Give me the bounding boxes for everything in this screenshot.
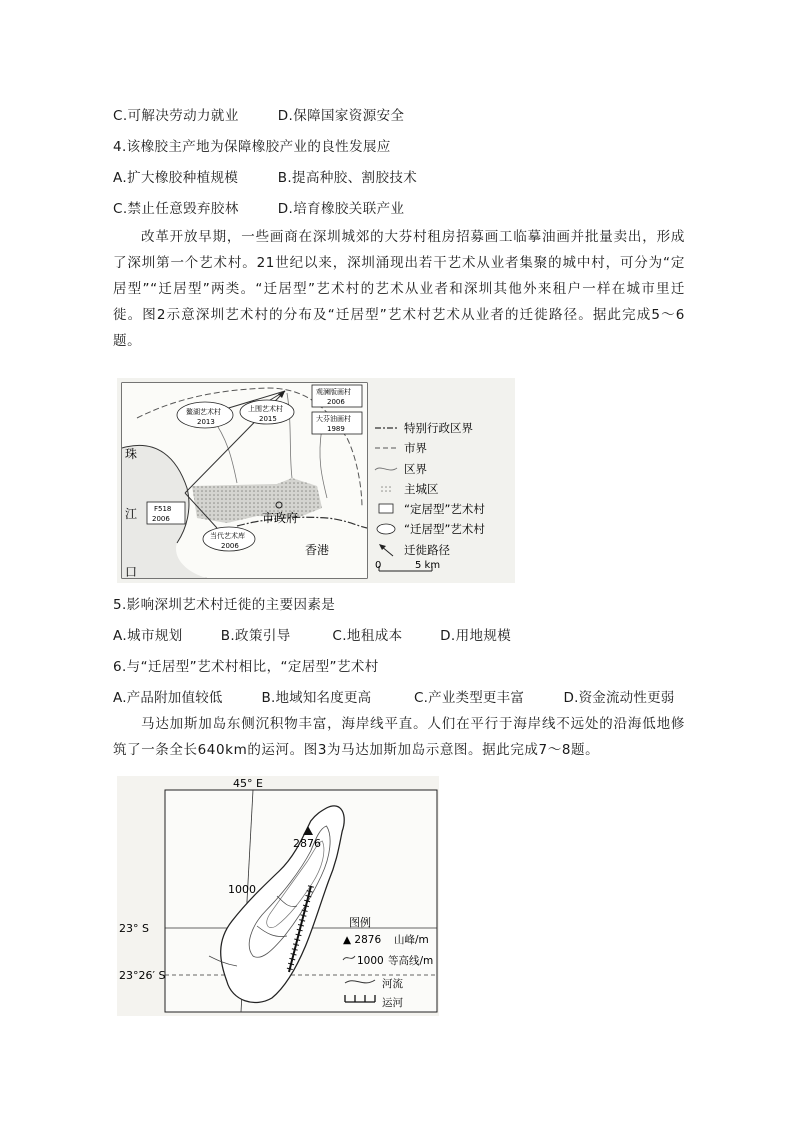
svg-text:市界: 市界 bbox=[404, 441, 427, 455]
river-char-1: 珠 bbox=[125, 447, 138, 461]
peak-label: 2876 bbox=[293, 837, 321, 850]
q6-option-row bbox=[113, 686, 675, 706]
q5-stem: 5.影响深圳艺术村迁徙的主要因素是 bbox=[113, 597, 336, 613]
q5-option-d: D.用地规模 bbox=[440, 628, 512, 644]
latitude-2326-label: 23°26′ S bbox=[119, 969, 166, 982]
svg-text:观澜版画村: 观澜版画村 bbox=[316, 388, 351, 396]
village-aohu bbox=[177, 402, 233, 428]
figure-2-shenzhen-map bbox=[117, 378, 515, 583]
svg-text:2006: 2006 bbox=[152, 515, 170, 523]
svg-text:上围艺术村: 上围艺术村 bbox=[248, 405, 283, 413]
longitude-label: 45° E bbox=[233, 777, 263, 790]
latitude-23-label: 23° S bbox=[119, 922, 149, 935]
svg-text:河流: 河流 bbox=[382, 978, 403, 990]
village-guanlan bbox=[312, 385, 362, 407]
svg-text:“迁居型”艺术村: “迁居型”艺术村 bbox=[404, 522, 485, 536]
figure-3-madagascar-map bbox=[117, 776, 439, 1016]
q5-option-row bbox=[113, 624, 511, 644]
svg-text:图例: 图例 bbox=[349, 916, 371, 929]
svg-text:F518: F518 bbox=[154, 505, 172, 513]
village-dafen bbox=[312, 412, 362, 434]
svg-text:▲ 2876: ▲ 2876 bbox=[343, 934, 382, 946]
passage-shenzhen-art-villages: 改革开放早期，一些画商在深圳城郊的大芬村租房招募画工临摹油画并批量卖出，形成了深圳第一个艺术村。21世纪以来，深圳涌现出若干艺术从业者集聚的城中村，可分为“定居型”“迁居型”两类。“迁居型”艺术村的艺术从业者和深圳其他外来租户一样在城市里迁徙。图2示意深圳艺术村的分布及“迁居型”艺术村艺术从业者的迁徙路径。据此完成5～6题。 bbox=[113, 229, 685, 349]
q4-option-a: A.扩大橡胶种植规模 bbox=[113, 170, 239, 186]
q6-option-b: B.地域知名度更高 bbox=[261, 690, 372, 706]
svg-text:2015: 2015 bbox=[259, 415, 277, 423]
svg-text:迁徙路径: 迁徙路径 bbox=[404, 543, 450, 557]
q4-stem: 4.该橡胶主产地为保障橡胶产业的良性发展应 bbox=[113, 139, 391, 155]
svg-text:大芬油画村: 大芬油画村 bbox=[316, 415, 351, 423]
river-char-3: 口 bbox=[125, 565, 138, 579]
svg-text:1000: 1000 bbox=[357, 955, 384, 967]
city-government-label: 市政府 bbox=[262, 511, 299, 525]
q4-option-row-1 bbox=[113, 166, 417, 186]
svg-text:山峰/m: 山峰/m bbox=[394, 934, 429, 946]
contour-label: 1000 bbox=[228, 883, 256, 896]
svg-text:主城区: 主城区 bbox=[404, 482, 439, 496]
q4-option-c: C.禁止任意毁弃胶林 bbox=[113, 201, 239, 217]
hongkong-label: 香港 bbox=[305, 543, 330, 557]
village-f518 bbox=[147, 502, 185, 524]
svg-text:特别行政区界: 特别行政区界 bbox=[404, 421, 473, 435]
village-shangwei bbox=[240, 400, 294, 424]
q6-option-d: D.资金流动性更弱 bbox=[563, 690, 675, 706]
svg-text:区界: 区界 bbox=[404, 462, 427, 476]
q4-option-d: D.培育橡胶关联产业 bbox=[277, 201, 405, 217]
svg-text:0: 0 bbox=[375, 560, 382, 571]
svg-text:1989: 1989 bbox=[327, 425, 345, 433]
q5-option-a: A.城市规划 bbox=[113, 628, 183, 644]
q5-option-c: C.地租成本 bbox=[332, 628, 403, 644]
q6-stem: 6.与“迁居型”艺术村相比，“定居型”艺术村 bbox=[113, 659, 379, 675]
q4-option-row-2 bbox=[113, 197, 404, 217]
svg-text:2006: 2006 bbox=[221, 542, 239, 550]
q3-option-row bbox=[113, 104, 404, 124]
q3-option-d: D.保障国家资源安全 bbox=[277, 108, 405, 124]
q6-option-c: C.产业类型更丰富 bbox=[414, 690, 525, 706]
q6-option-a: A.产品附加值较低 bbox=[113, 690, 223, 706]
svg-text:等高线/m: 等高线/m bbox=[388, 955, 434, 967]
svg-text:鳌湖艺术村: 鳌湖艺术村 bbox=[186, 408, 221, 416]
q5-option-b: B.政策引导 bbox=[220, 628, 291, 644]
q3-option-c: C.可解决劳动力就业 bbox=[113, 108, 239, 124]
passage-madagascar: 马达加斯加岛东侧沉积物丰富，海岸线平直。人们在平行于海岸线不远处的沿海低地修筑了一条全长640km的运河。图3为马达加斯加岛示意图。据此完成7～8题。 bbox=[113, 716, 685, 758]
river-char-2: 江 bbox=[125, 507, 138, 521]
svg-text:2013: 2013 bbox=[197, 418, 215, 426]
q4-option-b: B.提高种胶、割胶技术 bbox=[277, 170, 418, 186]
svg-text:“定居型”艺术村: “定居型”艺术村 bbox=[404, 502, 485, 516]
svg-text:2006: 2006 bbox=[327, 398, 345, 406]
village-contemporary-art bbox=[203, 527, 255, 551]
svg-text:运河: 运河 bbox=[382, 997, 403, 1009]
svg-text:当代艺术库: 当代艺术库 bbox=[210, 532, 245, 540]
svg-text:5 km: 5 km bbox=[415, 560, 441, 571]
